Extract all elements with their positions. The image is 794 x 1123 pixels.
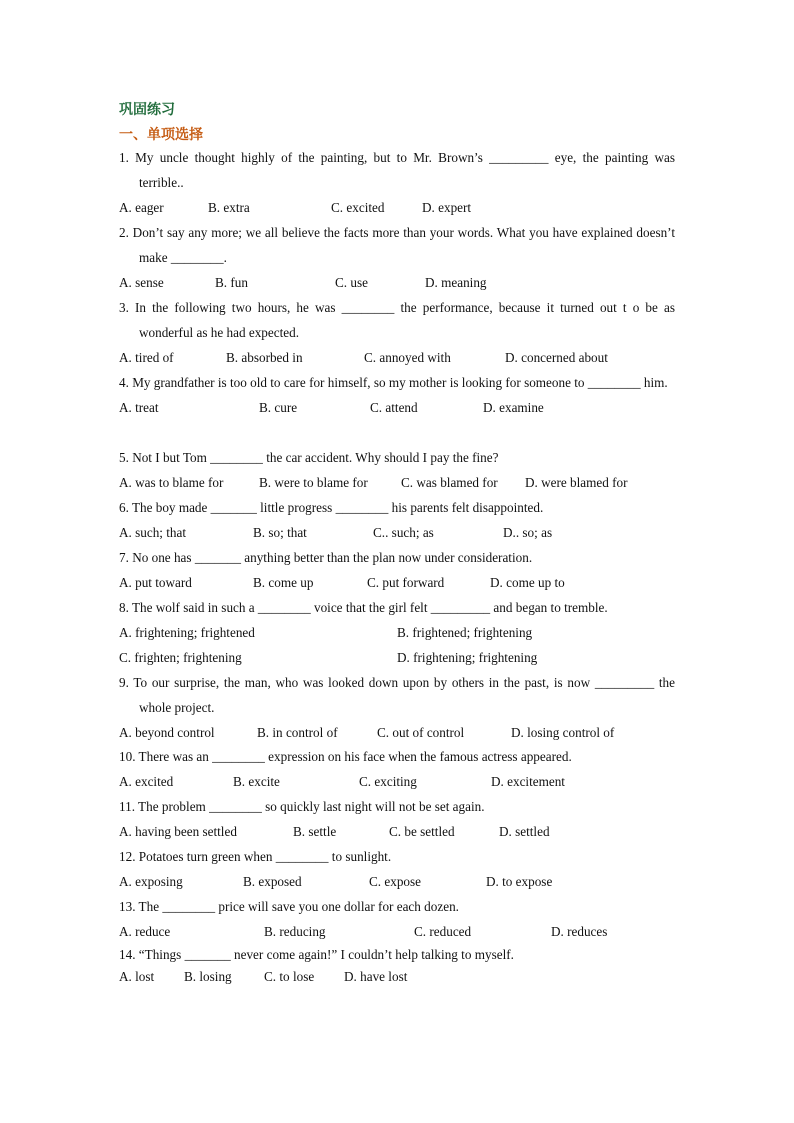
answer-option: C. expose bbox=[369, 874, 422, 889]
question-stem: 7. No one has _______ anything better than the plan now under consideration. bbox=[119, 550, 533, 565]
answer-option: C. excited bbox=[331, 200, 385, 215]
option-row bbox=[119, 645, 675, 670]
option-row bbox=[119, 270, 675, 295]
answer-option: C. be settled bbox=[389, 824, 455, 839]
option-row bbox=[119, 620, 675, 645]
answer-option: D. concerned about bbox=[505, 350, 608, 365]
answer-option: A. reduce bbox=[119, 924, 171, 939]
question-1 bbox=[119, 145, 675, 220]
question-6 bbox=[119, 495, 675, 545]
answer-option: A. tired of bbox=[119, 350, 174, 365]
answer-option: B. come up bbox=[253, 575, 314, 590]
answer-option: D. frightening; frightening bbox=[397, 650, 538, 665]
option-row bbox=[119, 720, 675, 745]
answer-option: C. annoyed with bbox=[364, 350, 451, 365]
answer-option: C. reduced bbox=[414, 924, 472, 939]
question-14 bbox=[119, 942, 675, 989]
answer-option: C. frighten; frightening bbox=[119, 650, 242, 665]
answer-option: D.. so; as bbox=[503, 525, 553, 540]
answer-option: B. in control of bbox=[257, 725, 338, 740]
question-4 bbox=[119, 370, 675, 420]
answer-option: A. eager bbox=[119, 200, 164, 215]
answer-option: D. meaning bbox=[425, 275, 487, 290]
question-10 bbox=[119, 744, 675, 794]
answer-option: B. cure bbox=[259, 400, 298, 415]
answer-option: C. put forward bbox=[367, 575, 445, 590]
answer-option: A. excited bbox=[119, 774, 174, 789]
option-row bbox=[119, 869, 675, 894]
question-stem: 4. My grandfather is too old to care for himself, so my mother is looking for someone to ________ him. bbox=[119, 375, 668, 390]
question-stem: 10. There was an ________ expression on his face when the famous actress appeared. bbox=[119, 749, 572, 764]
answer-option: D. to expose bbox=[486, 874, 553, 889]
answer-option: C. use bbox=[335, 275, 368, 290]
page-heading: 巩固练习 bbox=[119, 102, 175, 118]
answer-option: C. to lose bbox=[264, 969, 315, 984]
question-12 bbox=[119, 844, 675, 894]
question-11 bbox=[119, 794, 675, 844]
answer-option: A. such; that bbox=[119, 525, 187, 540]
option-row bbox=[119, 769, 675, 794]
answer-option: B. reducing bbox=[264, 924, 326, 939]
question-2 bbox=[119, 220, 675, 295]
option-row bbox=[119, 345, 675, 370]
answer-option: B. exposed bbox=[243, 874, 302, 889]
question-8 bbox=[119, 595, 675, 670]
option-row bbox=[119, 919, 675, 944]
option-row bbox=[119, 395, 675, 420]
question-stem: 9. To our surprise, the man, who was looked down upon by others in the past, is now _________ the whole project. bbox=[119, 675, 675, 715]
question-stem: 3. In the following two hours, he was ________ the performance, because it turned out t o be as wonderful as he had expected. bbox=[119, 300, 675, 340]
question-stem: 1. My uncle thought highly of the painting, but to Mr. Brown’s _________ eye, the painting was terrible.. bbox=[119, 150, 675, 190]
question-stem: 5. Not I but Tom ________ the car accident. Why should I pay the fine? bbox=[119, 450, 499, 465]
question-stem: 11. The problem ________ so quickly last night will not be set again. bbox=[119, 799, 485, 814]
question-stem: 13. The ________ price will save you one dollar for each dozen. bbox=[119, 899, 459, 914]
option-row bbox=[119, 520, 675, 545]
answer-option: C.. such; as bbox=[373, 525, 434, 540]
option-row bbox=[119, 195, 675, 220]
answer-option: B. excite bbox=[233, 774, 280, 789]
question-stem: 8. The wolf said in such a ________ voice that the girl felt _________ and began to tremble. bbox=[119, 600, 608, 615]
answer-option: B. losing bbox=[184, 969, 232, 984]
answer-option: A. treat bbox=[119, 400, 159, 415]
question-stem: 6. The boy made _______ little progress ________ his parents felt disappointed. bbox=[119, 500, 544, 515]
answer-option: A. beyond control bbox=[119, 725, 215, 740]
question-stem: 12. Potatoes turn green when ________ to sunlight. bbox=[119, 849, 392, 864]
answer-option: D. excitement bbox=[491, 774, 565, 789]
answer-option: A. frightening; frightened bbox=[119, 625, 255, 640]
question-7 bbox=[119, 545, 675, 595]
answer-option: D. reduces bbox=[551, 924, 608, 939]
answer-option: C. exciting bbox=[359, 774, 417, 789]
answer-option: A. was to blame for bbox=[119, 475, 224, 490]
answer-option: D. expert bbox=[422, 200, 472, 215]
question-stem: 2. Don’t say any more; we all believe the facts more than your words. What you have explained doesn’t make ________. bbox=[119, 225, 675, 265]
answer-option: D. have lost bbox=[344, 969, 408, 984]
answer-option: D. settled bbox=[499, 824, 550, 839]
answer-option: B. absorbed in bbox=[226, 350, 303, 365]
answer-option: A. lost bbox=[119, 969, 155, 984]
answer-option: B. settle bbox=[293, 824, 337, 839]
question-13 bbox=[119, 894, 675, 944]
answer-option: B. fun bbox=[215, 275, 248, 290]
question-3 bbox=[119, 295, 675, 370]
option-row bbox=[119, 570, 675, 595]
answer-option: B. so; that bbox=[253, 525, 307, 540]
answer-option: A. exposing bbox=[119, 874, 183, 889]
answer-option: B. were to blame for bbox=[259, 475, 368, 490]
answer-option: C. out of control bbox=[377, 725, 465, 740]
option-row bbox=[119, 470, 675, 495]
answer-option: A. sense bbox=[119, 275, 164, 290]
question-stem: 14. “Things _______ never come again!” I couldn’t help talking to myself. bbox=[119, 947, 514, 962]
question-5 bbox=[119, 445, 675, 495]
answer-option: D. were blamed for bbox=[525, 475, 628, 490]
answer-option: D. examine bbox=[483, 400, 544, 415]
answer-option: C. attend bbox=[370, 400, 418, 415]
answer-option: B. extra bbox=[208, 200, 250, 215]
question-9 bbox=[119, 670, 675, 745]
answer-option: D. come up to bbox=[490, 575, 565, 590]
answer-option: A. having been settled bbox=[119, 824, 237, 839]
section-title: 一、单项选择 bbox=[119, 127, 203, 143]
answer-option: D. losing control of bbox=[511, 725, 615, 740]
answer-option: A. put toward bbox=[119, 575, 192, 590]
option-row bbox=[119, 964, 675, 989]
answer-option: B. frightened; frightening bbox=[397, 625, 533, 640]
answer-option: C. was blamed for bbox=[401, 475, 498, 490]
option-row bbox=[119, 819, 675, 844]
